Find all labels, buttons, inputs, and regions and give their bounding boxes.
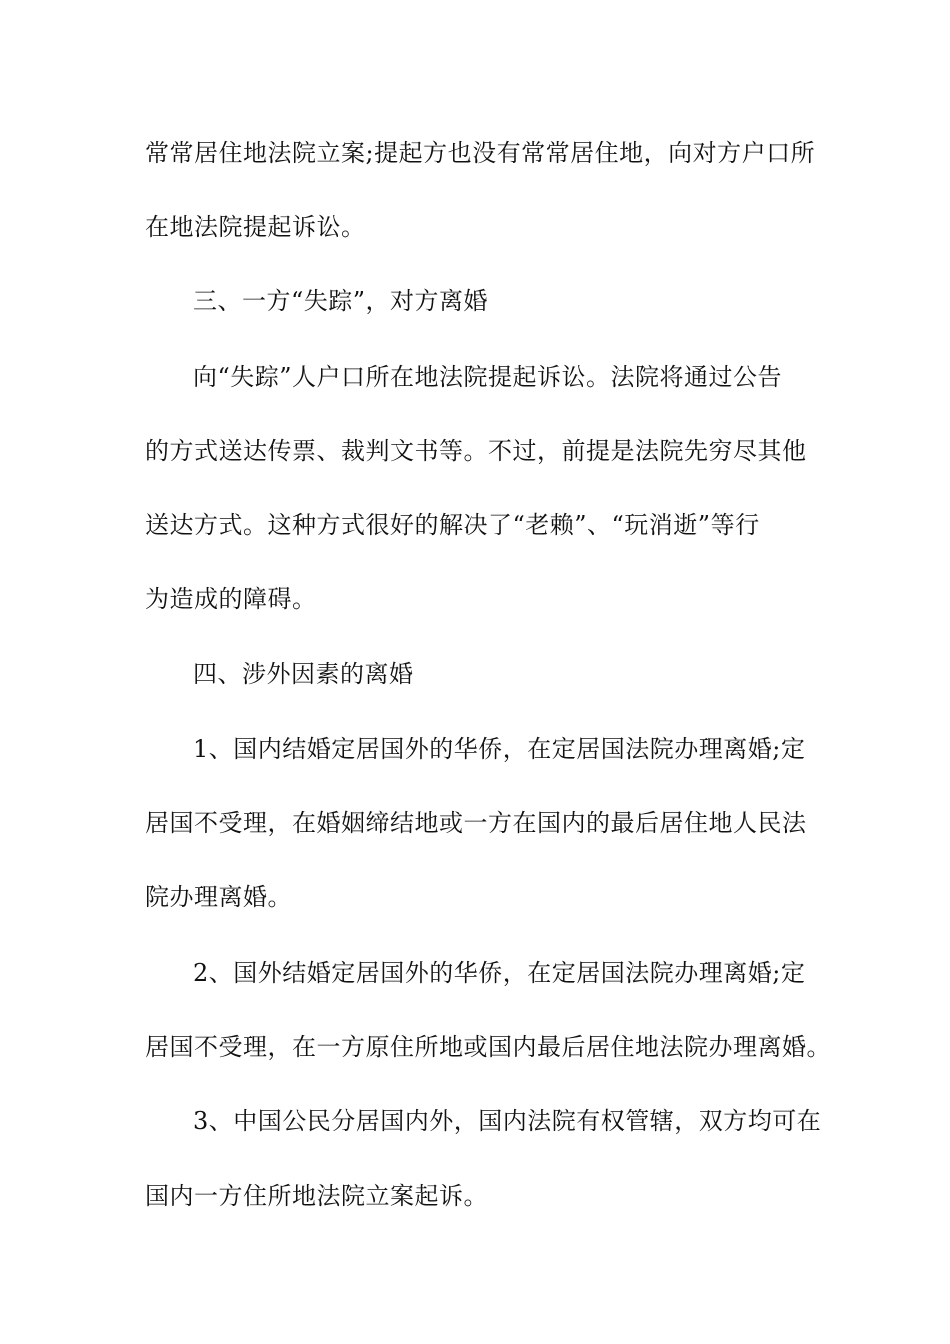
text-line: 居国不受理，在婚姻缔结地或一方在国内的最后居住地人民法 [145,809,807,837]
text-line: 送达方式。这种方式很好的解决了“老赖”、“玩消逝”等行 [145,511,760,539]
section-heading: 四、涉外因素的离婚 [193,660,414,688]
text-line: 1、国内结婚定居国外的华侨，在定居国法院办理离婚;定 [193,735,806,763]
text-line: 在地法院提起诉讼。 [145,213,366,241]
section-heading: 三、一方“失踪”，对方离婚 [193,287,489,315]
text-line: 常常居住地法院立案;提起方也没有常常居住地，向对方户口所 [145,139,816,167]
text-line: 院办理离婚。 [145,883,292,911]
text-line: 3、中国公民分居国内外，国内法院有权管辖，双方均可在 [193,1107,822,1135]
text-line: 的方式送达传票、裁判文书等。不过，前提是法院先穷尽其他 [145,437,807,465]
text-line: 居国不受理，在一方原住所地或国内最后居住地法院办理离婚。 [145,1033,831,1061]
text-line: 为造成的障碍。 [145,585,317,613]
text-line: 国内一方住所地法院立案起诉。 [145,1182,488,1210]
text-line: 向“失踪”人户口所在地法院提起诉讼。法院将通过公告 [193,363,783,391]
text-line: 2、国外结婚定居国外的华侨，在定居国法院办理离婚;定 [193,959,806,987]
